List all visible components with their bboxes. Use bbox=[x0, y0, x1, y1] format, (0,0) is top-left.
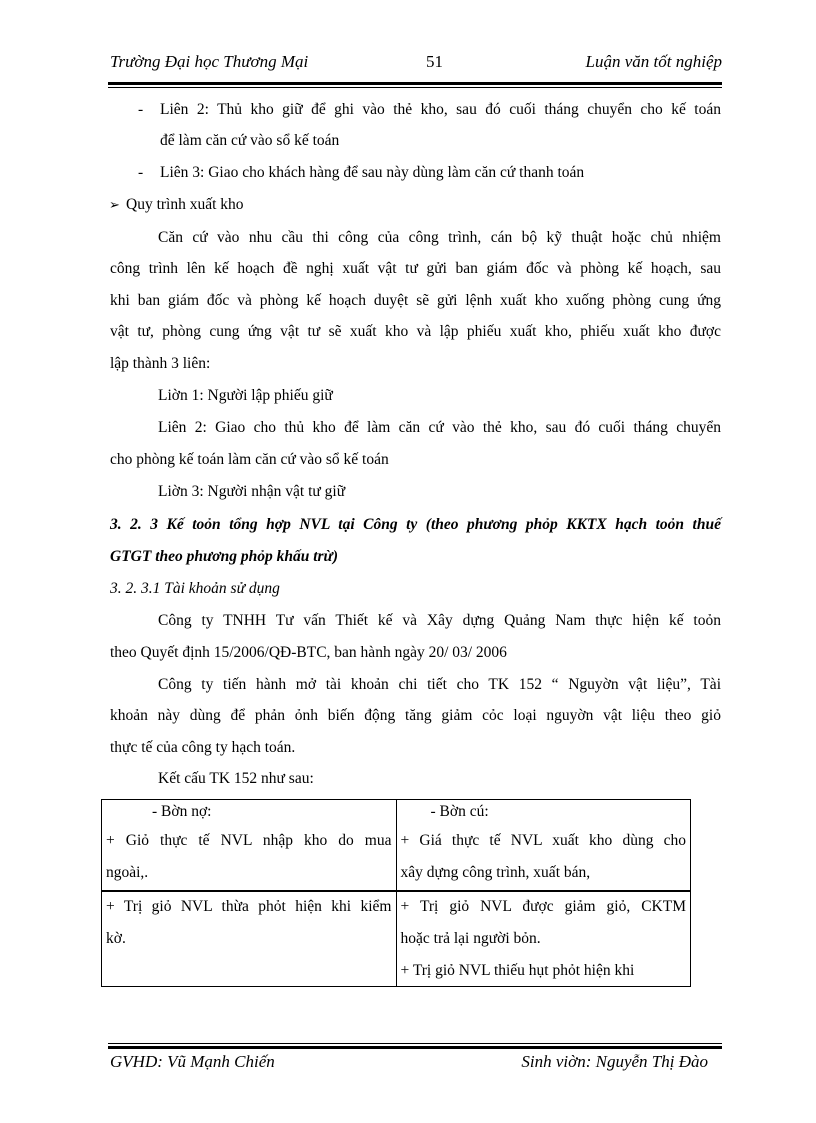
debit-header: - Bờn nợ: bbox=[152, 803, 212, 820]
table-cell-debit bbox=[102, 800, 397, 892]
table-cell-credit bbox=[396, 891, 691, 987]
footer-rule-thin bbox=[108, 1043, 722, 1044]
page-footer bbox=[110, 1052, 708, 1078]
p1-line5: lập thành 3 liên: bbox=[110, 355, 211, 372]
table-row bbox=[102, 891, 691, 987]
page-number: 51 bbox=[426, 52, 443, 71]
p1-line1: Căn cứ vào nhu cầu thi công của công trình, cán bộ kỹ thuật hoặc chủ nhiệm bbox=[158, 229, 721, 246]
p2-line2: theo Quyết định 15/2006/QĐ-BTC, ban hành ngày 20/ 03/ 2006 bbox=[110, 644, 507, 661]
account-structure-table bbox=[101, 799, 691, 987]
credit-header: - Bờn cú: bbox=[430, 803, 489, 820]
footer-student: Sinh viờn: Nguyễn Thị Đào bbox=[521, 1052, 708, 1071]
credit-item3-line1: + Trị giỏ NVL thiếu hụt phỏt hiện khi bbox=[400, 962, 635, 979]
table-cell-debit bbox=[102, 891, 397, 987]
debit-item1-line2: ngoài,. bbox=[106, 864, 149, 881]
p1-line2: công trình lên kế hoạch đề nghị xuất vật tư gửi ban giám đốc và phòng kế hoạch, sau bbox=[110, 260, 721, 277]
credit-item2-line2: hoặc trả lại người bỏn. bbox=[400, 930, 541, 947]
p3-line1: Công ty tiến hành mở tài khoản chi tiết cho TK 152 “ Nguyờn vật liệu”, Tài bbox=[158, 676, 721, 693]
lien2-line1: Liên 2: Thủ kho giữ để ghi vào thẻ kho, sau đó cuối tháng chuyển cho kế toán bbox=[160, 101, 721, 118]
p1-line4: vật tư, phòng cung ứng vật tư sẽ xuất kho và lập phiếu xuất kho, phiếu xuất kho được bbox=[110, 323, 721, 340]
p3-line3: thực tế của công ty hạch toán. bbox=[110, 739, 296, 756]
table-row bbox=[102, 800, 691, 892]
p3-line2: khoản này dùng để phản ỏnh biến động tăng giảm cỏc loại nguyờn vật liệu theo giỏ bbox=[110, 707, 721, 724]
p1-line3: khi ban giám đốc và phòng kế hoạch duyệt sẽ gửi lệnh xuất kho xuống phòng cung ứng bbox=[110, 292, 721, 309]
arrow-bullet-icon: ➢ bbox=[109, 197, 120, 212]
lien1-line: Liờn 1: Người lập phiếu giữ bbox=[158, 387, 333, 404]
header-school: Trường Đại học Thương Mại bbox=[110, 52, 309, 71]
lien2-line2: để làm căn cứ vào sổ kế toán bbox=[160, 132, 340, 149]
lien3b-line: Liờn 3: Người nhận vật tư giữ bbox=[158, 483, 346, 500]
bullet-dash: - bbox=[138, 101, 144, 118]
debit-item1-line1: + Giỏ thực tế NVL nhập kho do mua bbox=[106, 832, 392, 849]
footer-advisor: GVHD: Vũ Mạnh Chiến bbox=[110, 1052, 275, 1071]
debit-empty-line bbox=[106, 956, 392, 986]
lien2b-line2: cho phòng kế toán làm căn cứ vào sổ kế toán bbox=[110, 451, 389, 468]
header-doc-type: Luận văn tốt nghiệp bbox=[585, 52, 722, 71]
table-cell-credit bbox=[396, 800, 691, 892]
ket-cau-line: Kết cấu TK 152 như sau: bbox=[158, 770, 314, 787]
credit-item1-line1: + Giá thực tế NVL xuất kho dùng cho bbox=[400, 832, 686, 849]
debit-item2-line2: kờ. bbox=[106, 930, 126, 947]
credit-item1-line2: xây dựng công trình, xuất bán, bbox=[400, 864, 591, 881]
header-rule-thick bbox=[108, 82, 722, 85]
debit-item2-line1: + Trị giỏ NVL thừa phỏt hiện khi kiểm bbox=[106, 898, 392, 915]
section-323-heading-line1: 3. 2. 3 Kế toỏn tổng hợp NVL tại Công ty (theo phương phỏp KKTX hạch toỏn thuế bbox=[110, 516, 721, 533]
page-header bbox=[110, 52, 722, 78]
lien2b-line1: Liên 2: Giao cho thủ kho để làm căn cứ vào thẻ kho, sau đó cuối tháng chuyển bbox=[158, 419, 721, 436]
footer-rule-thick bbox=[108, 1046, 722, 1049]
bullet-dash: - bbox=[138, 164, 144, 181]
section-3231-heading: 3. 2. 3.1 Tài khoản sử dụng bbox=[110, 580, 280, 597]
lien3-line: Liên 3: Giao cho khách hàng để sau này dùng làm căn cứ thanh toán bbox=[160, 164, 585, 181]
credit-item2-line1: + Trị giỏ NVL được giảm giỏ, CKTM bbox=[400, 898, 686, 915]
section-323-heading-line2: GTGT theo phương phỏp khấu trừ) bbox=[110, 548, 338, 565]
quy-trinh-heading: Quy trình xuất kho bbox=[126, 196, 244, 213]
p2-line1: Công ty TNHH Tư vấn Thiết kế và Xây dựng Quảng Nam thực hiện kế toỏn bbox=[158, 612, 721, 629]
header-rule-thin bbox=[108, 87, 722, 88]
